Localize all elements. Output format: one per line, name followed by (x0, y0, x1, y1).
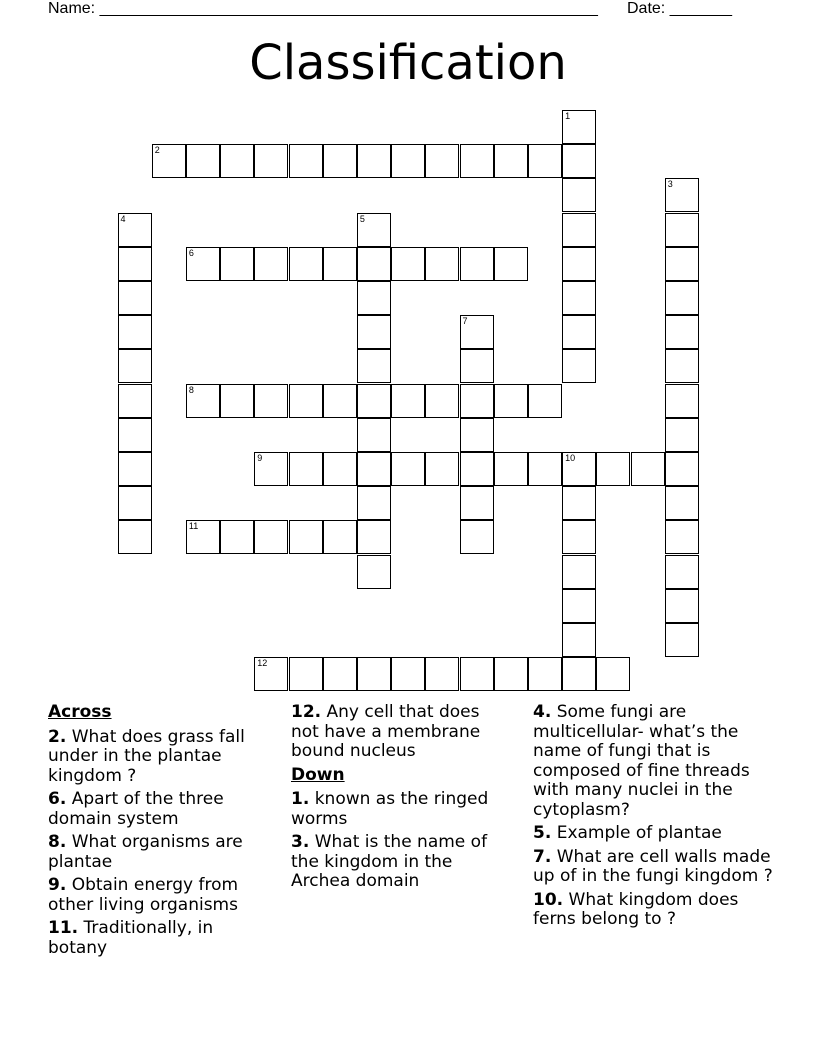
clue-number: 3 (667, 179, 673, 190)
grid-cell[interactable] (596, 452, 630, 486)
clue-number: 1 (565, 111, 571, 121)
grid-cell[interactable] (357, 213, 391, 247)
grid-cell[interactable] (254, 452, 288, 486)
grid-cell[interactable] (494, 144, 528, 178)
grid-cell[interactable] (562, 110, 596, 144)
clue-across-9: 9. Obtain energy from other living organisms (48, 875, 239, 915)
grid-cell[interactable] (118, 281, 152, 315)
grid-cell[interactable] (460, 657, 494, 691)
grid-cell[interactable] (357, 247, 391, 281)
grid-cell[interactable] (665, 555, 699, 589)
grid-cell[interactable] (460, 418, 494, 452)
grid-cell[interactable] (665, 349, 699, 383)
grid-cell[interactable] (562, 657, 596, 691)
grid-cell[interactable] (460, 315, 494, 349)
grid-cell[interactable] (186, 247, 220, 281)
grid-cell[interactable] (323, 384, 357, 418)
grid-cell[interactable] (562, 349, 596, 383)
grid-cell[interactable] (494, 452, 528, 486)
grid-cell[interactable] (665, 520, 699, 554)
grid-cell[interactable] (289, 144, 323, 178)
grid-cell[interactable] (528, 384, 562, 418)
grid-cell[interactable] (528, 657, 562, 691)
clue-across-11: 11. Traditionally, in botany (48, 918, 214, 958)
clue-number: 10 (565, 453, 576, 463)
grid-cell[interactable] (323, 657, 357, 691)
grid-cell[interactable] (425, 384, 459, 418)
grid-cell[interactable] (460, 349, 494, 383)
grid-cell[interactable] (254, 144, 288, 178)
clues-column-1 (48, 703, 268, 962)
grid-cell[interactable] (152, 144, 186, 178)
grid-cell[interactable] (665, 178, 699, 212)
grid-cell[interactable] (357, 384, 391, 418)
grid-cell[interactable] (391, 247, 425, 281)
grid-cell[interactable] (562, 555, 596, 589)
name-field[interactable]: Name: ________________________________________________________ (48, 0, 598, 17)
grid-cell[interactable] (562, 281, 596, 315)
grid-cell[interactable] (391, 144, 425, 178)
grid-cell[interactable] (665, 247, 699, 281)
grid-cell[interactable] (220, 144, 254, 178)
grid-cell[interactable] (118, 349, 152, 383)
clue-across-2: 2. What does grass fall under in the plantae kingdom ? (48, 726, 245, 786)
grid-cell[interactable] (494, 657, 528, 691)
grid-cell[interactable] (460, 520, 494, 554)
grid-cell[interactable] (665, 418, 699, 452)
clue-down-1: 1. known as the ringed worms (291, 789, 489, 829)
clue-down-5: 5. Example of plantae (533, 823, 722, 843)
grid-cell[interactable] (220, 520, 254, 554)
clue-number: 7 (462, 316, 468, 327)
clue-down-4: 4. Some fungi are multicellular- what’s the name of fungi that is composed of fine threads with many nuclei in the cytoplasm? (533, 702, 750, 820)
grid-cell[interactable] (562, 315, 596, 349)
grid-cell[interactable] (562, 520, 596, 554)
grid-cell[interactable] (289, 520, 323, 554)
grid-cell[interactable] (118, 520, 152, 554)
grid-cell[interactable] (562, 213, 596, 247)
grid-cell[interactable] (494, 384, 528, 418)
grid-cell[interactable] (665, 589, 699, 623)
clue-down-7: 7. What are cell walls made up of in the fungi kingdom ? (533, 846, 773, 886)
clue-number: 11 (188, 521, 199, 532)
grid-cell[interactable] (460, 452, 494, 486)
grid-cell[interactable] (665, 623, 699, 657)
grid-cell[interactable] (665, 384, 699, 418)
clue-number: 5 (359, 213, 365, 224)
clue-down-3: 3. What is the name of the kingdom in the Archea domain (291, 832, 488, 891)
grid-cell[interactable] (289, 247, 323, 281)
grid-cell[interactable] (460, 486, 494, 520)
clue-number: 12 (257, 658, 268, 669)
clues-column-2 (291, 703, 511, 896)
grid-cell[interactable] (596, 657, 630, 691)
grid-cell[interactable] (460, 144, 494, 178)
grid-cell[interactable] (254, 520, 288, 554)
grid-cell[interactable] (562, 623, 596, 657)
grid-cell[interactable] (118, 247, 152, 281)
clues-column-3 (533, 703, 773, 934)
grid-cell[interactable] (562, 247, 596, 281)
grid-cell[interactable] (357, 555, 391, 589)
grid-cell[interactable] (425, 452, 459, 486)
clue-across-6: 6. Apart of the three domain system (48, 789, 224, 829)
grid-cell[interactable] (562, 486, 596, 520)
grid-cell[interactable] (357, 486, 391, 520)
clue-down-10: 10. What kingdom does ferns belong to ? (533, 889, 739, 929)
grid-cell[interactable] (186, 144, 220, 178)
grid-cell[interactable] (289, 384, 323, 418)
grid-cell[interactable] (665, 452, 699, 486)
grid-cell[interactable] (665, 213, 699, 247)
page-title: Classification (249, 35, 567, 91)
grid-cell[interactable] (391, 452, 425, 486)
grid-cell[interactable] (118, 418, 152, 452)
grid-cell[interactable] (323, 452, 357, 486)
grid-cell[interactable] (528, 144, 562, 178)
grid-cell[interactable] (357, 452, 391, 486)
grid-cell[interactable] (186, 520, 220, 554)
grid-cell[interactable] (562, 452, 596, 486)
clue-number: 2 (154, 145, 160, 156)
grid-cell[interactable] (118, 452, 152, 486)
grid-cell[interactable] (254, 247, 288, 281)
grid-cell[interactable] (118, 384, 152, 418)
down-heading: Down (291, 764, 345, 785)
clue-number: 6 (188, 247, 194, 258)
grid-cell[interactable] (562, 178, 596, 212)
grid-cell[interactable] (425, 247, 459, 281)
grid-cell[interactable] (357, 418, 391, 452)
grid-cell[interactable] (254, 384, 288, 418)
grid-cell[interactable] (631, 452, 665, 486)
grid-cell[interactable] (289, 452, 323, 486)
date-field[interactable]: Date: _______ (627, 0, 732, 17)
grid-cell[interactable] (357, 349, 391, 383)
grid-cell[interactable] (118, 213, 152, 247)
grid-cell[interactable] (562, 144, 596, 178)
grid-cell[interactable] (357, 315, 391, 349)
grid-cell[interactable] (528, 452, 562, 486)
grid-cell[interactable] (425, 657, 459, 691)
grid-cell[interactable] (186, 384, 220, 418)
grid-cell[interactable] (665, 281, 699, 315)
grid-cell[interactable] (391, 384, 425, 418)
grid-cell[interactable] (494, 247, 528, 281)
grid-cell[interactable] (562, 589, 596, 623)
grid-cell[interactable] (425, 144, 459, 178)
grid-cell[interactable] (118, 315, 152, 349)
grid-cell[interactable] (357, 657, 391, 691)
grid-cell[interactable] (254, 657, 288, 691)
grid-cell[interactable] (118, 486, 152, 520)
grid-cell[interactable] (665, 315, 699, 349)
grid-cell[interactable] (220, 247, 254, 281)
grid-cell[interactable] (665, 486, 699, 520)
grid-cell[interactable] (323, 520, 357, 554)
grid-cell[interactable] (357, 144, 391, 178)
grid-cell[interactable] (323, 247, 357, 281)
grid-cell[interactable] (357, 520, 391, 554)
clue-number: 4 (120, 213, 126, 224)
clue-number: 9 (257, 453, 263, 463)
grid-cell[interactable] (460, 247, 494, 281)
clue-across-12: 12. Any cell that does not have a membrane bound nucleus (291, 702, 481, 761)
clue-across-8: 8. What organisms are plantae (48, 832, 243, 872)
grid-cell[interactable] (460, 384, 494, 418)
grid-cell[interactable] (289, 657, 323, 691)
grid-cell[interactable] (220, 384, 254, 418)
across-heading: Across (48, 702, 112, 722)
grid-cell[interactable] (391, 657, 425, 691)
clue-number: 8 (188, 384, 194, 395)
grid-cell[interactable] (323, 144, 357, 178)
grid-cell[interactable] (357, 281, 391, 315)
